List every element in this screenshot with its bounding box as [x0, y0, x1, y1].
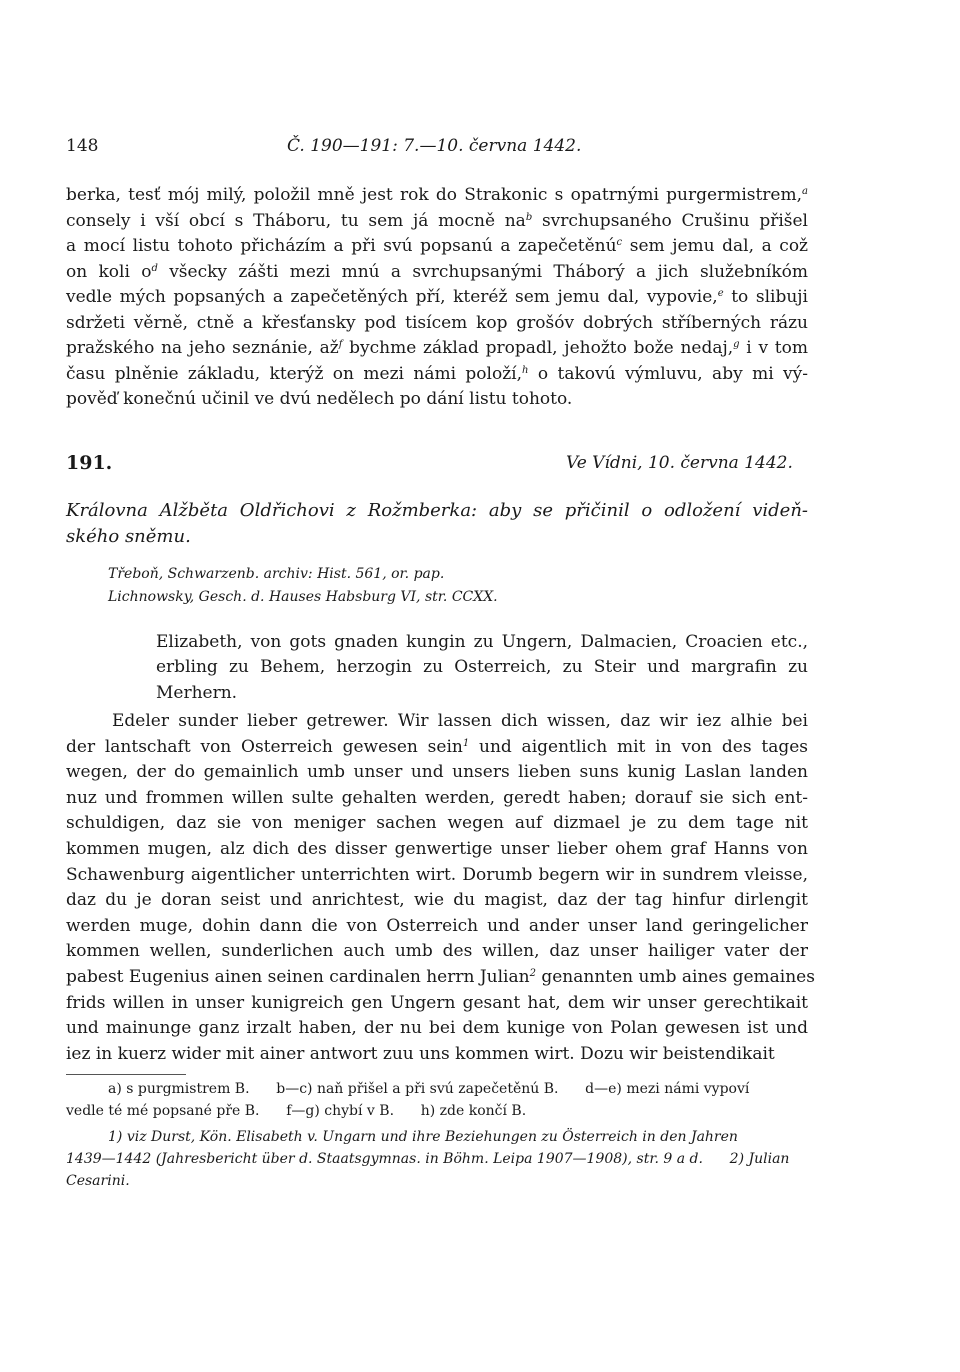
footnote-mark: h	[522, 364, 529, 376]
text-run: schuldigen, daz sie von meniger sachen wegen auf dizmael je zu dem tage nit	[66, 813, 808, 834]
text-line	[66, 761, 808, 783]
footnote-mark: 1	[462, 737, 470, 749]
text-line	[66, 812, 808, 834]
text-line	[66, 184, 808, 206]
variant-footnote-line-2: vedle té mé popsané pře B. f—g) chybí v B. h) zde končí B.	[66, 1103, 527, 1119]
regest-line-2: ského sněmu.	[66, 526, 191, 547]
text-run: času plněnie základu, kterýž on mezi námi položí,	[66, 363, 523, 384]
text-run: Edeler sunder lieber getrewer. Wir lassen dich wissen, daz wir iez alhie bei	[112, 711, 808, 731]
text-line	[66, 889, 808, 911]
text-line	[66, 1043, 808, 1065]
text-run: sem jemu dal, a což	[622, 236, 809, 256]
text-run: nuz und frommen willen sulte gehalten werden, geredt haben; dorauf sie sich ent-	[66, 787, 808, 808]
document-place-date: Ve Vídni, 10. června 1442.	[566, 453, 793, 473]
source-edition: Lichnowsky, Gesch. d. Hauses Habsburg VI, str. CCXX.	[108, 589, 498, 605]
text-line	[66, 312, 808, 334]
text-line	[66, 736, 808, 758]
text-run: pabest Eugenius ainen seinen cardinalen herrn Julian	[66, 967, 530, 987]
text-line	[66, 940, 808, 962]
text-line	[66, 261, 808, 283]
variant-footnote-line-1: a) s purgmistrem B. b—c) naň přišel a při svú zapečetěnú B. d—e) mezi námi vypoví	[108, 1081, 750, 1097]
text-run: pražského na jeho seznánie, až	[66, 338, 339, 358]
text-run: on koli o	[66, 261, 152, 282]
text-line	[66, 864, 808, 886]
intitulatio-line-3: Merhern.	[156, 683, 238, 703]
footnote-mark: 2	[529, 968, 536, 979]
document-number: 191.	[66, 452, 113, 474]
text-line	[66, 337, 808, 359]
footnote-mark: c	[616, 237, 623, 248]
text-run: Schawenburg aigentlicher unterrichten wirt. Dorumb begern wir in sundrem vleisse,	[66, 864, 808, 885]
text-run: genannten umb aines gemaines	[535, 967, 815, 987]
text-line	[66, 210, 808, 232]
note-line-1: 1) viz Durst, Kön. Elisabeth v. Ungarn und ihre Beziehungen zu Österreich in den Jahren	[108, 1129, 738, 1145]
page-number: 148	[66, 136, 99, 156]
text-line	[66, 1017, 808, 1039]
text-run: všecky zášti mezi mnú a svrchupsanými Tháborý a jich služebníkóm	[157, 261, 809, 282]
text-run: bychme základ propadl, jehožto bože nedaj,	[342, 338, 734, 358]
text-run: iez in kuerz wider mit ainer antwort zuu uns kommen wirt. Dozu wir beistendikait	[66, 1043, 775, 1064]
text-run: o takovú výmluvu, aby mi vý-	[528, 363, 808, 384]
text-run: berka, tesť mój milý, položil mně jest rok do Strakonic s opatrnými purgermistrem,	[66, 185, 803, 205]
footnote-mark: e	[717, 288, 724, 299]
text-run: vedle mých popsaných a zapečetěných pří, kteréž sem jemu dal, vypovie,	[66, 287, 718, 307]
regest-line-1: Královna Alžběta Oldřichovi z Rožmberka: aby se přičinil o odložení videň-	[66, 500, 808, 521]
text-line	[66, 915, 808, 937]
intitulatio-line-2: erbling zu Behem, herzogin zu Osterreich, zu Steir und margrafin zu	[156, 657, 808, 677]
text-run: und mainunge ganz irzalt haben, der nu bei dem kunige von Polan gewesen ist und	[66, 1018, 808, 1039]
text-run: und aigentlich mit in von des tages	[469, 736, 808, 757]
running-title: Č. 190—191: 7.—10. června 1442.	[287, 136, 582, 156]
footnote-mark: g	[733, 339, 740, 350]
footnote-mark: d	[151, 262, 158, 274]
text-run: kommen mugen, alz dich des disser genwertige unser lieber ohem graf Hanns von	[66, 839, 808, 859]
source-archive: Třeboň, Schwarzenb. archiv: Hist. 561, or. pap.	[108, 566, 445, 582]
text-run: pověď konečnú učinil ve dvú nedělech po dání listu tohoto.	[66, 389, 573, 409]
text-run: svrchupsaného Crušinu přišel	[532, 210, 808, 231]
footnote-mark: f	[338, 339, 343, 350]
text-run: sdržeti věrně, ctně a křesťansky pod tisícem kop grošóv dobrých stříberných rázu	[66, 312, 808, 333]
text-run: consely i vší obcí s Tháboru, tu sem já mocně na	[66, 210, 526, 231]
text-line	[66, 363, 808, 385]
text-run: to slibuji	[723, 287, 808, 307]
note-line-2: 1439—1442 (Jahresbericht über d. Staatsgymnas. in Böhm. Leipa 1907—1908), str. 9 a d. 2) Julian	[66, 1151, 790, 1167]
text-run: frids willen in unser kunigreich gen Ungern gesant hat, dem wir unser gerechtikait	[66, 992, 808, 1013]
text-line	[66, 966, 815, 988]
text-line	[66, 286, 808, 308]
text-run: i v tom	[739, 338, 808, 358]
text-line	[112, 710, 808, 732]
intitulatio-line-1: Elizabeth, von gots gnaden kungin zu Ungern, Dalmacien, Croacien etc.,	[156, 632, 808, 652]
text-run: a mocí listu tohoto přicházím a při svú popsanú a zapečetěnú	[66, 236, 617, 256]
text-line	[66, 388, 808, 410]
text-run: daz du je doran seist und anrichtest, wie du magist, daz der tag hinfur dirlengit	[66, 890, 808, 911]
text-line	[66, 992, 808, 1014]
footnote-divider	[66, 1074, 186, 1075]
footnote-mark: b	[525, 211, 533, 223]
text-line	[66, 235, 808, 257]
text-run: kommen wellen, sunderlichen auch umb des willen, daz unser hailiger vater der	[66, 941, 808, 962]
text-line	[66, 787, 808, 809]
text-run: werden muge, dohin dann die von Osterreich und ander unser land geringelicher	[66, 915, 808, 936]
footnote-mark: a	[802, 186, 808, 197]
text-run: wegen, der do gemainlich umb unser und unsers lieben suns kunig Laslan landen	[66, 762, 808, 783]
note-line-3: Cesarini.	[66, 1173, 130, 1189]
text-run: der lantschaft von Osterreich gewesen sein	[66, 736, 463, 757]
text-line	[66, 838, 808, 860]
